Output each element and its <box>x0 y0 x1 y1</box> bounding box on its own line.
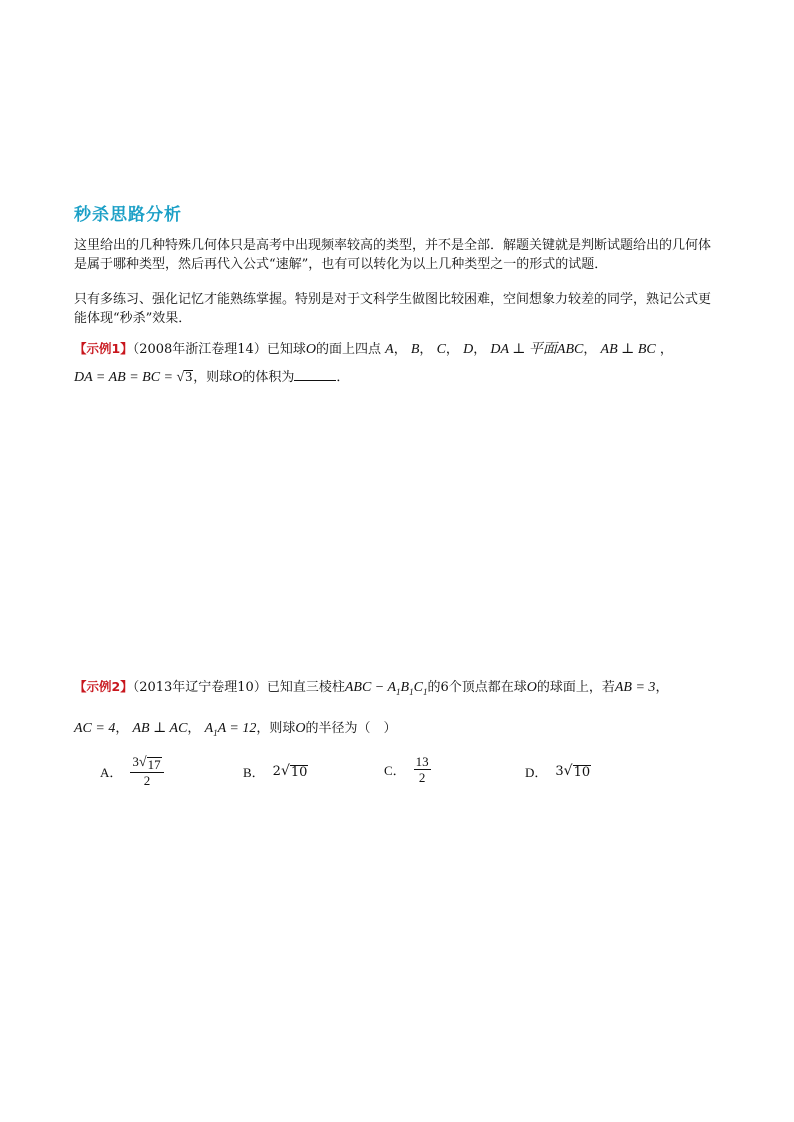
option-a[interactable] <box>100 754 164 788</box>
sqrt-arg: 17 <box>147 757 161 772</box>
sqrt-arg: 10 <box>290 765 308 780</box>
example1-line2 <box>74 368 734 388</box>
answer-blank <box>294 368 336 381</box>
example1-source: （2008年浙江卷理14） <box>132 342 267 357</box>
subscript: 1 <box>396 686 401 697</box>
example2-source: （2013年辽宁卷理10） <box>132 680 267 695</box>
answer-options <box>100 754 660 794</box>
sqrt-arg: 10 <box>573 765 591 780</box>
example2-text: 已知直三棱柱 <box>266 680 345 695</box>
period: ． <box>336 370 350 385</box>
coef: 3 <box>555 764 564 779</box>
option-label: B． <box>243 765 265 780</box>
coef: 2 <box>272 764 281 779</box>
option-b[interactable]: B． 2 √ 10 <box>243 763 308 780</box>
a1a-pre: A <box>204 721 214 736</box>
comma: ， <box>187 721 201 736</box>
comma: ， <box>115 721 129 736</box>
math-O: O <box>526 680 537 695</box>
paragraph-intro: 这里给出的几种特殊几何体只是高考中出现频率较高的类型，并不是全部．解题关键就是判断试题给出的几何体是属于哪种类型，然后再代入公式“速解”，也有可以转化为以上几种类型之一的形式的试题． <box>74 238 712 272</box>
comma: ， <box>659 342 673 357</box>
fraction <box>414 754 431 785</box>
math-ac: AC = 4 <box>74 721 116 736</box>
option-d[interactable]: D． 3 √ 10 <box>525 763 591 780</box>
math-condition-perp: AB ⊥ BC <box>600 342 656 357</box>
math-condition-perp-plane: DA ⊥ 平面ABC <box>490 342 584 357</box>
subscript: 1 <box>213 727 218 738</box>
numerator: 13 <box>415 754 429 769</box>
coef: 3 <box>132 754 139 769</box>
math-a1a <box>205 721 257 736</box>
example1-text: ，则球 <box>193 370 233 385</box>
math-A: A <box>385 342 394 357</box>
math-O: O <box>305 342 316 357</box>
math-B: B <box>410 342 420 357</box>
subscript: 1 <box>422 686 428 697</box>
subscript: 1 <box>409 686 414 697</box>
denominator: 2 <box>143 773 151 788</box>
math-perp: AB ⊥ AC <box>132 721 188 736</box>
math-equal-lengths: DA = AB = BC = <box>74 370 177 385</box>
numerator: 3 √ 17 <box>130 754 163 773</box>
example2-line2 <box>74 719 734 743</box>
math-D: D <box>463 342 474 357</box>
example2-text: 的半径为（ ） <box>305 721 397 736</box>
fraction <box>130 754 163 788</box>
option-c[interactable] <box>384 754 431 785</box>
comma: ， <box>583 342 597 357</box>
math-prism <box>345 680 428 695</box>
math-C: C <box>436 342 446 357</box>
prism-b: B <box>400 680 410 695</box>
comma: ， <box>655 680 669 695</box>
comma: ， <box>473 342 487 357</box>
example2-text: ，则球 <box>256 721 296 736</box>
example2-text: 的6个顶点都在球 <box>427 680 527 695</box>
denominator: 2 <box>418 770 426 785</box>
option-label: C． <box>384 763 406 778</box>
prism-base: ABC − A <box>344 680 397 695</box>
math-O: O <box>295 721 306 736</box>
example1-line1 <box>74 339 734 360</box>
option-label: D． <box>525 765 548 780</box>
paragraph-practice: 只有多练习、强化记忆才能熟练掌握。特别是对于文科学生做图比较困难，空间想象力较差的同学，熟记公式更能体现“秒杀”效果． <box>74 292 712 326</box>
comma: ， <box>393 342 407 357</box>
example1-text: 的面上四点 <box>315 342 381 357</box>
example1-text: 已知球 <box>266 342 306 357</box>
prism-c: C <box>413 680 423 695</box>
comma: ， <box>419 342 433 357</box>
math-O: O <box>232 370 243 385</box>
sqrt-arg: 3 <box>185 370 193 385</box>
sqrt-expression: √ 3 <box>176 370 193 385</box>
math-ab: AB = 3 <box>614 680 656 695</box>
section-title: 秒杀思路分析 <box>74 205 182 225</box>
a1a-post: A = 12 <box>217 721 257 736</box>
example1-tag: 【示例1】 <box>74 341 133 356</box>
example1-text: 的体积为 <box>242 370 295 385</box>
example2-line1 <box>74 677 734 702</box>
option-label: A． <box>100 764 123 780</box>
example2-tag: 【示例2】 <box>74 679 133 694</box>
example2-text: 的球面上，若 <box>536 680 615 695</box>
comma: ， <box>445 342 459 357</box>
